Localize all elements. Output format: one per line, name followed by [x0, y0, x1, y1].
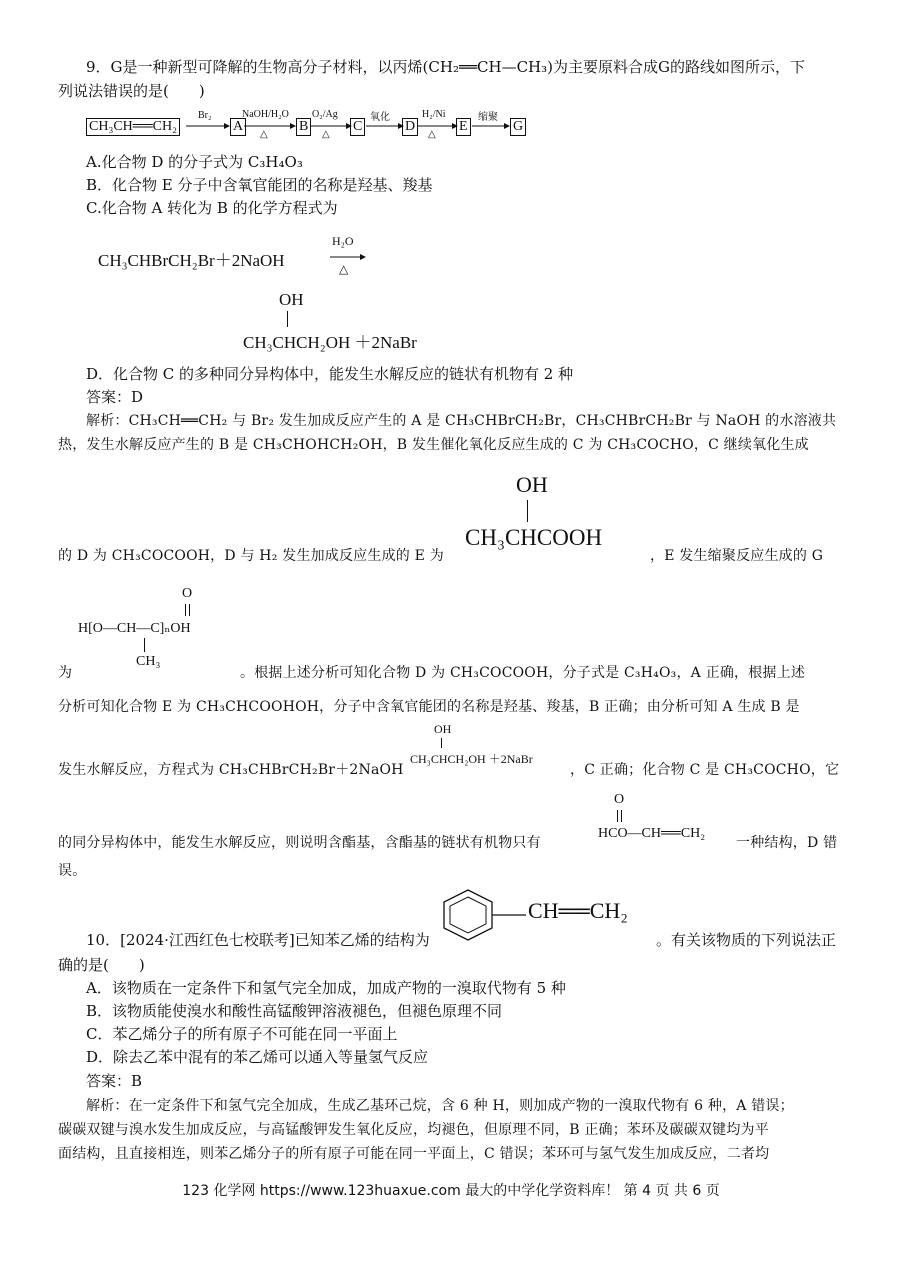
route-step4-reagent: 氧化 [370, 112, 390, 123]
q10-stem-line1b: 。有关该物质的下列说法正 [656, 931, 837, 949]
route-B: B [296, 118, 311, 136]
q9-analysis-line8: 误。 [58, 863, 87, 879]
synthesis-route [86, 108, 526, 140]
g-structure-o: O [182, 586, 193, 601]
q10-option-a: A．该物质在一定条件下和氢气完全加成，加成产物的一溴取代物有 5 种 [86, 979, 566, 997]
q9-stem-line2: 列说法错误的是( ) [58, 82, 205, 100]
ester-co-bond-1 [617, 810, 618, 822]
eq-inline-right: CH₃CHCH₂OH ＋2NaBr [410, 752, 533, 766]
q10-analysis-line3: 面结构，且直接相连，则苯乙烯分子的所有原子可能在同一平面上，C 错误；苯环可与氢气发生加成反应，二者均 [58, 1146, 770, 1162]
q10-answer: 答案：B [86, 1072, 143, 1090]
eq-c-arrow [330, 252, 366, 262]
q10-option-b: B．该物质能使溴水和酸性高锰酸钾溶液褪色，但褪色原理不同 [86, 1002, 503, 1020]
route-start: CH₃CH══CH₂ [86, 118, 180, 136]
q9-analysis-line6a: 发生水解反应，方程式为 CH₃CHBrCH₂Br＋2NaOH [58, 762, 404, 778]
styrene-vinyl-group: CH══CH₂ [528, 898, 628, 923]
route-step3-reagent: O₂/Ag [312, 109, 338, 120]
route-step1-reagent: Br₂ [198, 110, 212, 121]
g-structure-ch3: CH₃ [136, 654, 161, 669]
g-structure-co-bond-2 [189, 604, 190, 616]
route-step3-heat: △ [322, 129, 330, 140]
e-structure-oh: OH [516, 472, 548, 497]
g-structure-ch3-bond [144, 638, 145, 652]
eq-c-right: CH₃CHCH₂OH ＋2NaBr [243, 333, 417, 352]
eq-c-condition-top: H₂O [332, 234, 354, 248]
e-structure-main: CH₃CHCOOH [465, 525, 603, 550]
route-G: G [510, 118, 526, 136]
ester-main: HCO—CH══CH₂ [598, 826, 706, 841]
q10-stem-line2: 确的是( ) [58, 956, 145, 974]
eq-c-bond [287, 311, 288, 327]
q9-analysis-line6b: ，C 正确；化合物 C 是 CH₃COCHO，它 [570, 762, 840, 778]
q9-analysis-line5: 分析可知化合物 E 为 CH₃CHCOOHOH，分子中含氧官能团的名称是羟基、羧基，B 正确；由分析可知 A 生成 B 是 [58, 699, 800, 715]
q9-analysis-line1: 解析：CH₃CH══CH₂ 与 Br₂ 发生加成反应产生的 A 是 CH₃CHBrCH₂Br，CH₃CHBrCH₂Br 与 NaOH 的水溶液共 [86, 413, 837, 429]
q9-answer: 答案：D [86, 388, 144, 406]
route-C: C [350, 118, 365, 136]
route-step2-reagent: NaOH/H₂O [242, 109, 289, 120]
g-structure-main: H[O—CH—C]ₙOH [78, 621, 191, 636]
ester-o: O [614, 792, 625, 807]
q9-analysis-line7b: 一种结构，D 错 [736, 835, 838, 851]
route-D: D [402, 118, 418, 136]
g-structure-co-bond-1 [185, 604, 186, 616]
eq-inline-oh: OH [434, 722, 452, 736]
q9-option-d: D．化合物 C 的多种同分异构体中，能发生水解反应的链状有机物有 2 种 [86, 365, 574, 383]
q9-analysis-line3a: 的 D 为 CH₃COCOOH，D 与 H₂ 发生加成反应生成的 E 为 [58, 548, 444, 564]
q10-analysis-line1: 解析：在一定条件下和氢气完全加成，生成乙基环己烷，含 6 种 H，则加成产物的一溴取代物有 6 种，A 错误； [86, 1098, 794, 1114]
route-step6-reagent: 缩聚 [478, 112, 498, 123]
q10-analysis-line2: 碳碳双键与溴水发生加成反应，与高锰酸钾发生氧化反应，均褪色，但原理不同，B 正确；苯环及碳碳双键均为平 [58, 1122, 769, 1138]
route-step2-heat: △ [260, 129, 268, 140]
q10-stem-line1a: 10．[2024·江西红色七校联考]已知苯乙烯的结构为 [86, 931, 430, 949]
route-step5-heat: △ [428, 129, 436, 140]
q9-option-b: B．化合物 E 分子中含氧官能团的名称是羟基、羧基 [86, 176, 433, 194]
eq-inline-bond [441, 738, 442, 748]
eq-c-left: CH₃CHBrCH₂Br＋2NaOH [98, 251, 285, 270]
q9-analysis-line4a: 为 [58, 665, 73, 681]
eq-c-condition-bottom: △ [339, 262, 349, 276]
route-step5-reagent: H₂/Ni [422, 109, 446, 120]
q10-option-c: C．苯乙烯分子的所有原子不可能在同一平面上 [86, 1025, 398, 1043]
benzene-ring-icon [440, 888, 530, 942]
eq-c-oh: OH [279, 290, 304, 309]
route-A: A [230, 118, 246, 136]
q9-stem-line1: 9．G是一种新型可降解的生物高分子材料，以丙烯(CH₂══CH—CH₃)为主要原料合成G的路线如图所示，下 [86, 58, 805, 76]
q9-analysis-line2: 热，发生水解反应产生的 B 是 CH₃CHOHCH₂OH，B 发生催化氧化反应生成的 C 为 CH₃COCHO，C 继续氧化生成 [58, 437, 809, 453]
q10-option-d: D．除去乙苯中混有的苯乙烯可以通入等量氢气反应 [86, 1048, 429, 1066]
page-footer: 123 化学网 https://www.123huaxue.com 最大的中学化学资料库！ 第 4 页 共 6 页 [182, 1183, 720, 1199]
q9-option-c: C.化合物 A 转化为 B 的化学方程式为 [86, 199, 338, 217]
q9-analysis-line3b: ，E 发生缩聚反应生成的 G [650, 548, 824, 564]
q9-option-a: A.化合物 D 的分子式为 C₃H₄O₃ [86, 153, 303, 171]
e-structure-bond [527, 500, 528, 522]
ester-co-bond-2 [621, 810, 622, 822]
q9-analysis-line7a: 的同分异构体中，能发生水解反应，则说明含酯基，含酯基的链状有机物只有 [58, 835, 541, 851]
q9-analysis-line4b: 。根据上述分析可知化合物 D 为 CH₃COCOOH，分子式是 C₃H₄O₃，A 正确，根据上述 [240, 665, 806, 681]
route-E: E [456, 118, 471, 136]
